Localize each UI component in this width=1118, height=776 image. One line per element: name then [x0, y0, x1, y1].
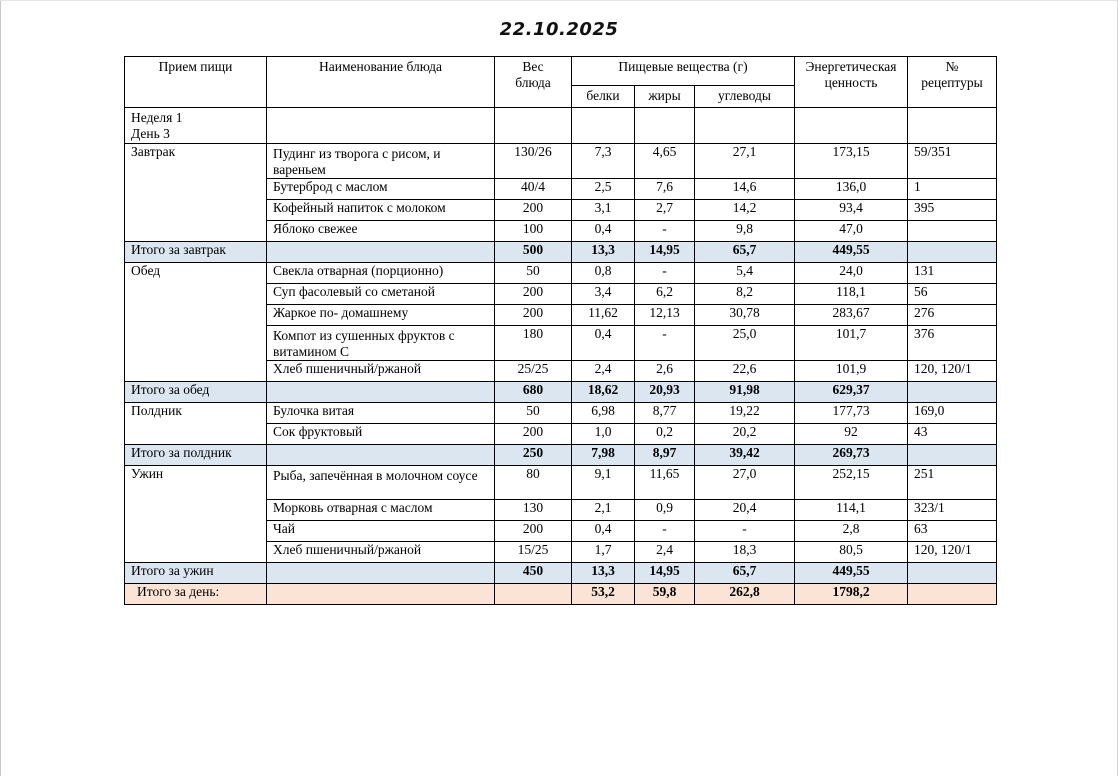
dish-name: Бутерброд с маслом — [267, 179, 495, 200]
menu-date: 22.10.2025 — [499, 19, 619, 40]
header-row — [125, 57, 997, 86]
page-edge — [0, 0, 1, 776]
dish-weight: 80 — [495, 466, 572, 500]
dish-name: Хлеб пшеничный/ржаной — [267, 542, 495, 563]
total-energy: 629,37 — [795, 382, 908, 403]
meal-name-breakfast: Завтрак — [125, 144, 267, 242]
dish-fats: 7,6 — [635, 179, 695, 200]
table-row — [125, 144, 997, 179]
total-label: Итого за полдник — [125, 445, 267, 466]
dish-energy: 252,15 — [795, 466, 908, 500]
dish-proteins: 0,4 — [572, 221, 635, 242]
dish-carbs: 27,0 — [695, 466, 795, 500]
dish-fats: - — [635, 326, 695, 361]
dish-weight: 200 — [495, 521, 572, 542]
header-weight: Вес блюда — [495, 57, 572, 108]
total-fats: 14,95 — [635, 242, 695, 263]
dish-carbs: 30,78 — [695, 305, 795, 326]
total-weight: 450 — [495, 563, 572, 584]
day-total-carbs: 262,8 — [695, 584, 795, 605]
dish-weight: 200 — [495, 424, 572, 445]
week-day-label: Неделя 1 День 3 — [125, 108, 267, 144]
dish-energy: 47,0 — [795, 221, 908, 242]
day-total-fats: 59,8 — [635, 584, 695, 605]
dish-proteins: 11,62 — [572, 305, 635, 326]
dish-fats: 2,6 — [635, 361, 695, 382]
day-total-row — [125, 584, 997, 605]
dish-energy: 24,0 — [795, 263, 908, 284]
dish-carbs: 14,2 — [695, 200, 795, 221]
dish-recipe: 120, 120/1 — [908, 542, 997, 563]
table-row — [125, 263, 997, 284]
total-carbs: 39,42 — [695, 445, 795, 466]
dish-recipe: 251 — [908, 466, 997, 500]
dish-name: Сок фруктовый — [267, 424, 495, 445]
total-proteins: 13,3 — [572, 563, 635, 584]
dish-recipe: 376 — [908, 326, 997, 361]
dish-weight: 200 — [495, 305, 572, 326]
header-carbs: углеводы — [695, 86, 795, 108]
dish-recipe: 120, 120/1 — [908, 361, 997, 382]
dish-weight: 200 — [495, 200, 572, 221]
header-recipe: № рецептуры — [908, 57, 997, 108]
dish-recipe — [908, 221, 997, 242]
dish-fats: 11,65 — [635, 466, 695, 500]
meal-total-row — [125, 242, 997, 263]
header-dish: Наименование блюда — [267, 57, 495, 108]
total-energy: 449,55 — [795, 563, 908, 584]
dish-proteins: 0,4 — [572, 521, 635, 542]
day-total-energy: 1798,2 — [795, 584, 908, 605]
header-energy: Энергетическая ценность — [795, 57, 908, 108]
dish-energy: 173,15 — [795, 144, 908, 179]
dish-name: Компот из сушенных фруктов с витамином С — [267, 326, 495, 361]
dish-name: Кофейный напиток с молоком — [267, 200, 495, 221]
dish-carbs: 9,8 — [695, 221, 795, 242]
header-fats: жиры — [635, 86, 695, 108]
dish-recipe: 131 — [908, 263, 997, 284]
dish-carbs: 18,3 — [695, 542, 795, 563]
dish-energy: 101,9 — [795, 361, 908, 382]
dish-carbs: 19,22 — [695, 403, 795, 424]
dish-proteins: 7,3 — [572, 144, 635, 179]
meal-total-row — [125, 445, 997, 466]
dish-energy: 283,67 — [795, 305, 908, 326]
dish-carbs: 8,2 — [695, 284, 795, 305]
dish-weight: 15/25 — [495, 542, 572, 563]
dish-fats: - — [635, 221, 695, 242]
dish-proteins: 3,1 — [572, 200, 635, 221]
dish-fats: 0,2 — [635, 424, 695, 445]
meal-name-lunch: Обед — [125, 263, 267, 382]
dish-weight: 25/25 — [495, 361, 572, 382]
total-weight: 680 — [495, 382, 572, 403]
dish-fats: 4,65 — [635, 144, 695, 179]
dish-name: Жаркое по- домашнему — [267, 305, 495, 326]
dish-carbs: - — [695, 521, 795, 542]
dish-energy: 118,1 — [795, 284, 908, 305]
dish-recipe: 276 — [908, 305, 997, 326]
dish-proteins: 0,4 — [572, 326, 635, 361]
total-carbs: 65,7 — [695, 563, 795, 584]
dish-fats: 6,2 — [635, 284, 695, 305]
total-carbs: 91,98 — [695, 382, 795, 403]
dish-weight: 40/4 — [495, 179, 572, 200]
header-meal: Прием пищи — [125, 57, 267, 108]
dish-proteins: 3,4 — [572, 284, 635, 305]
dish-recipe: 169,0 — [908, 403, 997, 424]
dish-fats: - — [635, 521, 695, 542]
meal-name-dinner: Ужин — [125, 466, 267, 563]
dish-weight: 130/26 — [495, 144, 572, 179]
dish-energy: 177,73 — [795, 403, 908, 424]
dish-carbs: 27,1 — [695, 144, 795, 179]
dish-energy: 2,8 — [795, 521, 908, 542]
total-weight: 500 — [495, 242, 572, 263]
dish-fats: 2,4 — [635, 542, 695, 563]
dish-proteins: 2,1 — [572, 500, 635, 521]
dish-weight: 180 — [495, 326, 572, 361]
dish-proteins: 1,7 — [572, 542, 635, 563]
dish-energy: 136,0 — [795, 179, 908, 200]
dish-fats: 0,9 — [635, 500, 695, 521]
dish-recipe: 63 — [908, 521, 997, 542]
dish-carbs: 25,0 — [695, 326, 795, 361]
dish-carbs: 20,2 — [695, 424, 795, 445]
dish-recipe: 43 — [908, 424, 997, 445]
day-total-proteins: 53,2 — [572, 584, 635, 605]
meal-total-row — [125, 563, 997, 584]
dish-recipe: 1 — [908, 179, 997, 200]
total-proteins: 7,98 — [572, 445, 635, 466]
meal-name-snack: Полдник — [125, 403, 267, 445]
day-total-label: Итого за день: — [125, 584, 267, 605]
dish-fats: - — [635, 263, 695, 284]
dish-name: Пудинг из творога с рисом, и вареньем — [267, 144, 495, 179]
dish-carbs: 5,4 — [695, 263, 795, 284]
table-row — [125, 466, 997, 500]
header-proteins: белки — [572, 86, 635, 108]
dish-weight: 50 — [495, 263, 572, 284]
total-weight: 250 — [495, 445, 572, 466]
dish-recipe: 59/351 — [908, 144, 997, 179]
total-fats: 20,93 — [635, 382, 695, 403]
dish-name: Рыба, запечённая в молочном соусе — [267, 466, 495, 500]
dish-proteins: 2,4 — [572, 361, 635, 382]
dish-fats: 2,7 — [635, 200, 695, 221]
page-edge — [0, 0, 1118, 1]
dish-energy: 114,1 — [795, 500, 908, 521]
dish-proteins: 0,8 — [572, 263, 635, 284]
dish-weight: 50 — [495, 403, 572, 424]
dish-weight: 100 — [495, 221, 572, 242]
total-proteins: 13,3 — [572, 242, 635, 263]
dish-proteins: 6,98 — [572, 403, 635, 424]
total-energy: 449,55 — [795, 242, 908, 263]
dish-name: Свекла отварная (порционно) — [267, 263, 495, 284]
dish-carbs: 20,4 — [695, 500, 795, 521]
dish-name: Хлеб пшеничный/ржаной — [267, 361, 495, 382]
dish-recipe: 395 — [908, 200, 997, 221]
dish-fats: 8,77 — [635, 403, 695, 424]
total-fats: 8,97 — [635, 445, 695, 466]
header-nutrients: Пищевые вещества (г) — [572, 57, 795, 86]
total-proteins: 18,62 — [572, 382, 635, 403]
dish-fats: 12,13 — [635, 305, 695, 326]
dish-proteins: 9,1 — [572, 466, 635, 500]
dish-name: Чай — [267, 521, 495, 542]
dish-energy: 93,4 — [795, 200, 908, 221]
total-label: Итого за ужин — [125, 563, 267, 584]
table-row — [125, 403, 997, 424]
total-fats: 14,95 — [635, 563, 695, 584]
dish-carbs: 22,6 — [695, 361, 795, 382]
week-day-row — [125, 108, 997, 144]
dish-carbs: 14,6 — [695, 179, 795, 200]
dish-proteins: 2,5 — [572, 179, 635, 200]
menu-table — [124, 56, 997, 605]
dish-name: Яблоко свежее — [267, 221, 495, 242]
dish-energy: 80,5 — [795, 542, 908, 563]
dish-energy: 101,7 — [795, 326, 908, 361]
dish-recipe: 56 — [908, 284, 997, 305]
total-energy: 269,73 — [795, 445, 908, 466]
total-label: Итого за обед — [125, 382, 267, 403]
dish-recipe: 323/1 — [908, 500, 997, 521]
dish-name: Суп фасолевый со сметаной — [267, 284, 495, 305]
dish-proteins: 1,0 — [572, 424, 635, 445]
total-carbs: 65,7 — [695, 242, 795, 263]
dish-energy: 92 — [795, 424, 908, 445]
dish-name: Морковь отварная с маслом — [267, 500, 495, 521]
dish-weight: 130 — [495, 500, 572, 521]
dish-name: Булочка витая — [267, 403, 495, 424]
total-label: Итого за завтрак — [125, 242, 267, 263]
dish-weight: 200 — [495, 284, 572, 305]
meal-total-row — [125, 382, 997, 403]
